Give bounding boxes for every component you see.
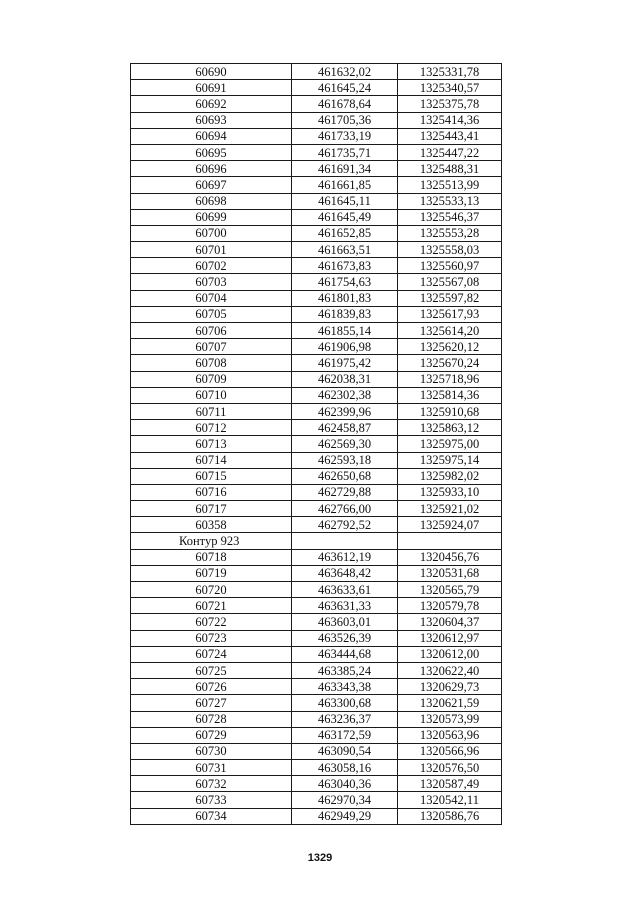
y-coordinate-cell: 1320621,59 [398,695,502,711]
point-id-cell: 60710 [131,387,292,403]
point-id-cell: 60703 [131,274,292,290]
x-coordinate-cell: 463236,37 [292,711,398,727]
table-row [131,274,502,290]
point-id-cell: 60707 [131,339,292,355]
x-coordinate-cell: 462038,31 [292,371,398,387]
point-id-cell: 60702 [131,258,292,274]
y-coordinate-cell: 1320531,68 [398,565,502,581]
table-row [131,727,502,743]
x-coordinate-cell: 463343,38 [292,679,398,695]
table-row [131,436,502,452]
table-row [131,711,502,727]
y-coordinate-cell: 1325553,28 [398,225,502,241]
table-row [131,387,502,403]
x-coordinate-cell: 461839,83 [292,306,398,322]
y-coordinate-cell: 1325982,02 [398,468,502,484]
point-id-cell: 60734 [131,808,292,824]
point-id-cell: 60699 [131,209,292,225]
point-id-cell: 60694 [131,128,292,144]
y-coordinate-cell: 1325863,12 [398,420,502,436]
x-coordinate-cell: 463058,16 [292,760,398,776]
x-coordinate-cell: 463300,68 [292,695,398,711]
point-id-cell: 60725 [131,662,292,678]
point-id-cell: 60691 [131,80,292,96]
y-coordinate-cell: 1320612,00 [398,646,502,662]
table-row [131,64,502,80]
point-id-cell: 60715 [131,468,292,484]
x-coordinate-cell: 463631,33 [292,598,398,614]
coordinates-table-body [131,64,502,825]
y-coordinate-cell: 1325617,93 [398,306,502,322]
y-coordinate-cell: 1320576,50 [398,760,502,776]
y-coordinate-cell: 1325910,68 [398,403,502,419]
y-coordinate-cell: 1320563,96 [398,727,502,743]
x-coordinate-cell: 461673,83 [292,258,398,274]
point-id-cell: 60727 [131,695,292,711]
x-coordinate-cell: 461705,36 [292,112,398,128]
point-id-cell: 60726 [131,679,292,695]
y-coordinate-cell: 1320542,11 [398,792,502,808]
table-row [131,128,502,144]
x-coordinate-cell: 462569,30 [292,436,398,452]
x-coordinate-cell: 463526,39 [292,630,398,646]
x-coordinate-cell: 461801,83 [292,290,398,306]
y-coordinate-cell: 1325558,03 [398,242,502,258]
y-coordinate-cell: 1325513,99 [398,177,502,193]
x-coordinate-cell: 463633,61 [292,582,398,598]
point-id-cell: 60729 [131,727,292,743]
y-coordinate-cell: 1325443,41 [398,128,502,144]
y-coordinate-cell: 1320566,96 [398,743,502,759]
y-coordinate-cell: 1325533,13 [398,193,502,209]
table-row [131,403,502,419]
y-coordinate-cell: 1320587,49 [398,776,502,792]
point-id-cell: 60722 [131,614,292,630]
x-coordinate-cell: 461661,85 [292,177,398,193]
x-coordinate-cell: 461906,98 [292,339,398,355]
x-coordinate-cell: 463612,19 [292,549,398,565]
table-row [131,371,502,387]
x-coordinate-cell: 463648,42 [292,565,398,581]
table-row [131,517,502,533]
y-coordinate-cell: 1325620,12 [398,339,502,355]
x-coordinate-cell: 462970,34 [292,792,398,808]
point-id-cell: 60732 [131,776,292,792]
table-row [131,679,502,695]
table-row [131,614,502,630]
table-row [131,144,502,160]
page-number: 1329 [307,852,333,864]
x-coordinate-cell: 463090,54 [292,743,398,759]
table-row [131,290,502,306]
point-id-cell: 60701 [131,242,292,258]
table-row [131,177,502,193]
table-row [131,209,502,225]
table-row [131,792,502,808]
x-coordinate-cell: 462792,52 [292,517,398,533]
table-row [131,355,502,371]
x-coordinate-cell: 463603,01 [292,614,398,630]
table-row [131,743,502,759]
point-id-cell: 60696 [131,161,292,177]
point-id-cell: 60708 [131,355,292,371]
point-id-cell: 60695 [131,144,292,160]
point-id-cell: 60704 [131,290,292,306]
y-coordinate-cell: 1320456,76 [398,549,502,565]
y-coordinate-cell: 1325546,37 [398,209,502,225]
table-row [131,323,502,339]
y-coordinate-cell: 1320622,40 [398,662,502,678]
x-coordinate-cell: 462729,88 [292,484,398,500]
point-id-cell: 60692 [131,96,292,112]
table-row [131,760,502,776]
contour-header-row [131,533,502,549]
x-coordinate-cell: 463385,24 [292,662,398,678]
table-row [131,80,502,96]
contour-empty-y [398,533,502,549]
x-coordinate-cell: 461855,14 [292,323,398,339]
point-id-cell: 60709 [131,371,292,387]
y-coordinate-cell: 1325924,07 [398,517,502,533]
y-coordinate-cell: 1325921,02 [398,501,502,517]
point-id-cell: 60719 [131,565,292,581]
table-row [131,161,502,177]
table-row [131,808,502,824]
point-id-cell: 60716 [131,484,292,500]
point-id-cell: 60724 [131,646,292,662]
y-coordinate-cell: 1320579,78 [398,598,502,614]
table-row [131,549,502,565]
coordinates-table [130,63,502,825]
point-id-cell: 60706 [131,323,292,339]
y-coordinate-cell: 1320565,79 [398,582,502,598]
table-row [131,193,502,209]
table-row [131,96,502,112]
y-coordinate-cell: 1325488,31 [398,161,502,177]
x-coordinate-cell: 462766,00 [292,501,398,517]
table-row [131,598,502,614]
x-coordinate-cell: 463444,68 [292,646,398,662]
point-id-cell: 60698 [131,193,292,209]
point-id-cell: 60714 [131,452,292,468]
x-coordinate-cell: 462593,18 [292,452,398,468]
contour-empty-x [292,533,398,549]
x-coordinate-cell: 461632,02 [292,64,398,80]
x-coordinate-cell: 461645,11 [292,193,398,209]
y-coordinate-cell: 1325567,08 [398,274,502,290]
y-coordinate-cell: 1325975,00 [398,436,502,452]
x-coordinate-cell: 461678,64 [292,96,398,112]
point-id-cell: 60721 [131,598,292,614]
x-coordinate-cell: 462458,87 [292,420,398,436]
table-row [131,565,502,581]
point-id-cell: 60693 [131,112,292,128]
table-row [131,468,502,484]
point-id-cell: 60723 [131,630,292,646]
y-coordinate-cell: 1325375,78 [398,96,502,112]
point-id-cell: 60718 [131,549,292,565]
y-coordinate-cell: 1325414,36 [398,112,502,128]
table-row [131,582,502,598]
table-row [131,501,502,517]
x-coordinate-cell: 461735,71 [292,144,398,160]
point-id-cell: 60733 [131,792,292,808]
x-coordinate-cell: 462399,96 [292,403,398,419]
x-coordinate-cell: 463172,59 [292,727,398,743]
y-coordinate-cell: 1325560,97 [398,258,502,274]
point-id-cell: 60712 [131,420,292,436]
point-id-cell: 60728 [131,711,292,727]
y-coordinate-cell: 1320604,37 [398,614,502,630]
x-coordinate-cell: 462949,29 [292,808,398,824]
y-coordinate-cell: 1320586,76 [398,808,502,824]
y-coordinate-cell: 1325718,96 [398,371,502,387]
point-id-cell: 60711 [131,403,292,419]
table-row [131,484,502,500]
x-coordinate-cell: 461691,34 [292,161,398,177]
x-coordinate-cell: 461663,51 [292,242,398,258]
table-row [131,646,502,662]
x-coordinate-cell: 461975,42 [292,355,398,371]
point-id-cell: 60731 [131,760,292,776]
table-row [131,776,502,792]
point-id-cell: 60720 [131,582,292,598]
y-coordinate-cell: 1325331,78 [398,64,502,80]
table-row [131,242,502,258]
x-coordinate-cell: 461645,24 [292,80,398,96]
table-row [131,306,502,322]
table-row [131,339,502,355]
point-id-cell: 60713 [131,436,292,452]
x-coordinate-cell: 461754,63 [292,274,398,290]
point-id-cell: 60705 [131,306,292,322]
point-id-cell: 60730 [131,743,292,759]
x-coordinate-cell: 461733,19 [292,128,398,144]
y-coordinate-cell: 1325340,57 [398,80,502,96]
x-coordinate-cell: 462650,68 [292,468,398,484]
table-row [131,225,502,241]
table-row [131,662,502,678]
y-coordinate-cell: 1325933,10 [398,484,502,500]
x-coordinate-cell: 461645,49 [292,209,398,225]
y-coordinate-cell: 1325975,14 [398,452,502,468]
point-id-cell: 60690 [131,64,292,80]
point-id-cell: 60717 [131,501,292,517]
y-coordinate-cell: 1320612,97 [398,630,502,646]
x-coordinate-cell: 461652,85 [292,225,398,241]
table-row [131,112,502,128]
table-row [131,452,502,468]
x-coordinate-cell: 463040,36 [292,776,398,792]
x-coordinate-cell: 462302,38 [292,387,398,403]
table-row [131,695,502,711]
point-id-cell: 60358 [131,517,292,533]
y-coordinate-cell: 1320629,73 [398,679,502,695]
table-row [131,630,502,646]
point-id-cell: 60700 [131,225,292,241]
y-coordinate-cell: 1325814,36 [398,387,502,403]
y-coordinate-cell: 1325670,24 [398,355,502,371]
contour-title: Контур 923 [131,533,292,549]
table-row [131,420,502,436]
point-id-cell: 60697 [131,177,292,193]
y-coordinate-cell: 1325597,82 [398,290,502,306]
y-coordinate-cell: 1325614,20 [398,323,502,339]
y-coordinate-cell: 1325447,22 [398,144,502,160]
table-row [131,258,502,274]
y-coordinate-cell: 1320573,99 [398,711,502,727]
